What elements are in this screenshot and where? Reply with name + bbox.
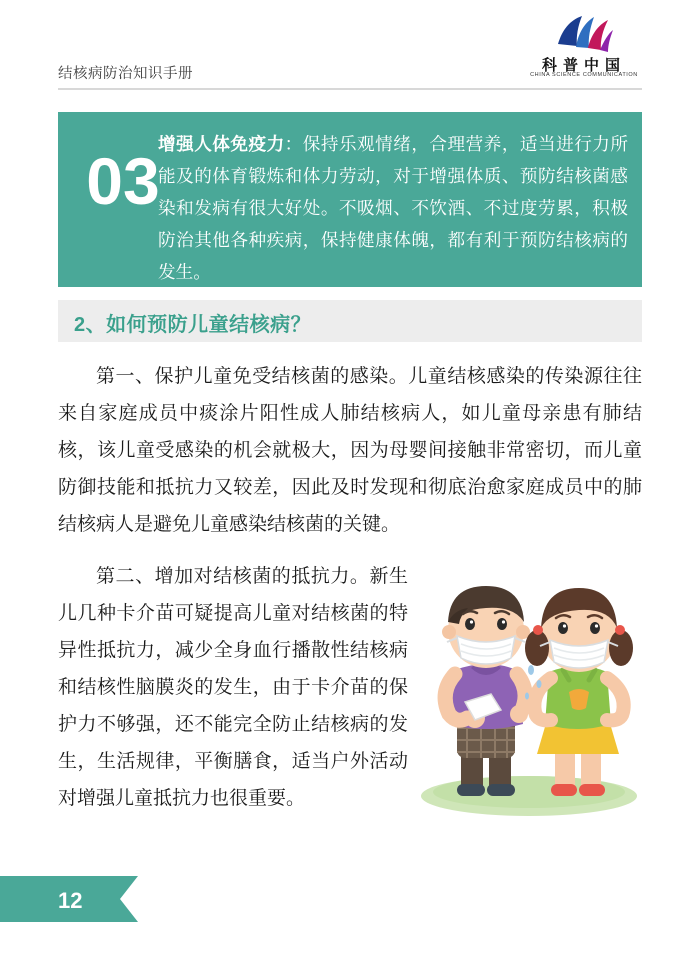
paragraph-first: 第一、保护儿童免受结核菌的感染。儿童结核感染的传染源往往来自家庭成员中痰涂片阳性成人肺结核病人，如儿童母亲患有肺结核，该儿童受感染的机会就极大，因为母婴间接触非常密切，而儿童防御技能和抵抗力又较差，因此及时发现和彻底治愈家庭成员中的肺结核病人是避免儿童感染结核菌的关键。 [58, 366, 642, 535]
header-divider [58, 88, 642, 90]
callout-body-text: ：保持乐观情绪，合理营养，适当进行力所能及的体育锻炼和体力劳动，对于增强体质、预防结核菌感染和发病有很大好处。不吸烟、不饮酒、不过度劳累，积极防治其他各种疾病，保持健康体魄，都有利于预防结核病的发生。 [158, 134, 628, 282]
callout-number: 03 [86, 144, 160, 218]
page-number: 12 [58, 888, 83, 913]
two-children-wearing-masks-illustration [405, 552, 653, 820]
logo [520, 14, 648, 80]
logo-text-en: CHINA SCIENCE COMMUNICATION [530, 72, 638, 78]
callout-box-03 [58, 112, 642, 287]
kepu-china-logo-icon [556, 14, 614, 54]
callout-text [158, 128, 628, 288]
header-title: 结核病防治知识手册 [58, 66, 193, 82]
section-heading-bar [58, 300, 642, 342]
paragraph-second: 第二、增加对结核菌的抵抗力。新生儿几种卡介苗可疑提高儿童对结核菌的特异性抵抗力，减少全身血行播散性结核病和结核性脑膜炎的发生，由于卡介苗的保护力不够强，还不能完全防止结核病的发生，生活规律，平衡膳食，适当户外活动对增强儿童抵抗力也很重要。 [58, 566, 408, 809]
logo-text-cn: 科普中国 [541, 57, 626, 74]
callout-lead: 增强人体免疫力 [158, 134, 285, 154]
section-heading-text: 2、如何预防儿童结核病？ [74, 314, 312, 336]
page-header [0, 0, 700, 96]
